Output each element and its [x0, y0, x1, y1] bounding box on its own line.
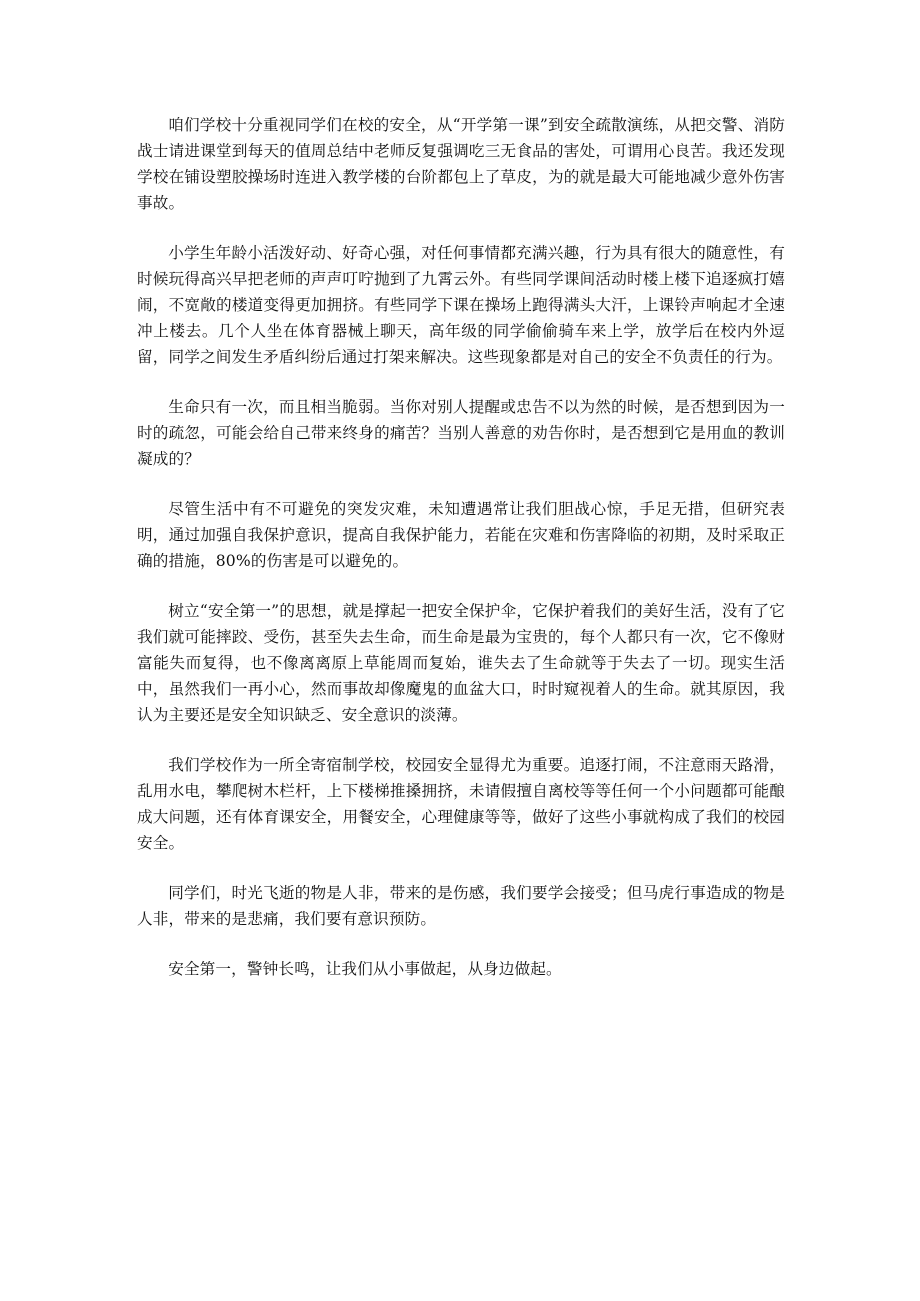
paragraph-8: 安全第一，警钟长鸣，让我们从小事做起，从身边做起。 [168, 960, 562, 978]
paragraph-2: 小学生年龄小活泼好动、好奇心强，对任何事情都充满兴趣，行为具有很大的随意性，有时候玩得高兴早把老师的声声叮咛抛到了九霄云外。有些同学课间活动时楼上楼下追逐疯打嬉闹，不宽敞的楼道变得更加拥挤。有些同学下课在操场上跑得满头大汗，上课铃声响起才全速冲上楼去。几个人坐在体育器械上聊天，高年级的同学偷偷骑车来上学，放学后在校内外逗留，同学之间发生矛盾纠纷后通过打架来解决。这些现象都是对自己的安全不负责任的行为。 [137, 244, 785, 366]
paragraph-1: 咱们学校十分重视同学们在校的安全，从“开学第一课”到安全疏散演练，从把交警、消防战士请进课堂到每天的值周总结中老师反复强调吃三无食品的害处，可谓用心良苦。我还发现学校在铺设塑胶操场时连进入教学楼的台阶都包上了草皮，为的就是最大可能地减少意外伤害事故。 [137, 116, 785, 212]
paragraph-3: 生命只有一次，而且相当脆弱。当你对别人提醒或忠告不以为然的时候，是否想到因为一时的疏忽，可能会给自己带来终身的痛苦？当别人善意的劝告你时，是否想到它是用血的教训凝成的？ [137, 398, 785, 468]
paragraph-4: 尽管生活中有不可避免的突发灾难，未知遭遇常让我们胆战心惊，手足无措，但研究表明，通过加强自我保护意识，提高自我保护能力，若能在灾难和伤害降临的初期，及时采取正确的措施，80%的伤害是可以避免的。 [137, 500, 785, 570]
paragraph-6: 我们学校作为一所全寄宿制学校，校园安全显得尤为重要。追逐打闹，不注意雨天路滑，乱用水电，攀爬树木栏杆，上下楼梯推搡拥挤，未请假擅自离校等等任何一个小问题都可能酿成大问题，还有体育课安全，用餐安全，心理健康等等，做好了这些小事就构成了我们的校园安全。 [137, 756, 785, 852]
document-body [137, 112, 785, 1006]
paragraph-7: 同学们，时光飞逝的物是人非，带来的是伤感，我们要学会接受；但马虎行事造成的物是人非，带来的是悲痛，我们要有意识预防。 [137, 884, 785, 928]
paragraph-5: 树立“安全第一”的思想，就是撑起一把安全保护伞，它保护着我们的美好生活，没有了它我们就可能摔跤、受伤，甚至失去生命，而生命是最为宝贵的，每个人都只有一次，它不像财富能失而复得，也不像离离原上草能周而复始，谁失去了生命就等于失去了一切。现实生活中，虽然我们一再小心，然而事故却像魔鬼的血盆大口，时时窥视着人的生命。就其原因，我认为主要还是安全知识缺乏、安全意识的淡薄。 [137, 602, 785, 724]
